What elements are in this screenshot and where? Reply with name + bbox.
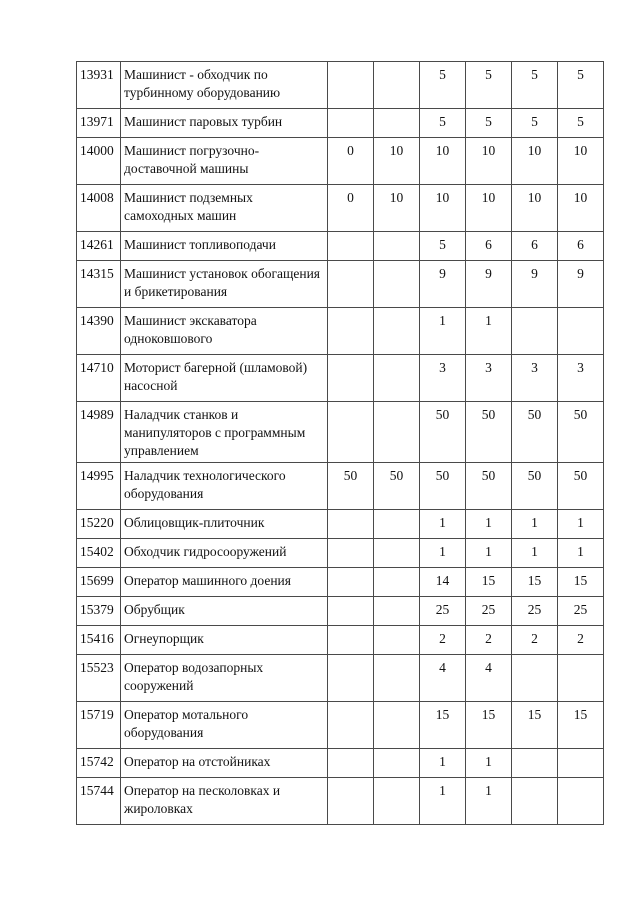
value-cell: 5 — [466, 109, 512, 138]
value-cell: 15 — [512, 702, 558, 749]
value-cell — [374, 510, 420, 539]
value-cell: 15 — [512, 568, 558, 597]
table-row — [77, 463, 604, 510]
profession-code-cell: 15744 — [77, 778, 121, 825]
value-cell: 2 — [466, 626, 512, 655]
profession-name-cell: Обрубщик — [121, 597, 328, 626]
table-row — [77, 402, 604, 463]
value-cell: 50 — [374, 463, 420, 510]
profession-code-cell: 14000 — [77, 138, 121, 185]
profession-name-cell: Машинист подземных самоходных машин — [121, 185, 328, 232]
value-cell: 5 — [420, 62, 466, 109]
value-cell — [328, 749, 374, 778]
profession-name-cell: Огнеупорщик — [121, 626, 328, 655]
value-cell: 0 — [328, 185, 374, 232]
value-cell: 9 — [558, 261, 604, 308]
value-cell: 1 — [466, 510, 512, 539]
value-cell: 5 — [558, 62, 604, 109]
value-cell: 6 — [512, 232, 558, 261]
profession-code-cell: 14710 — [77, 355, 121, 402]
value-cell: 50 — [558, 402, 604, 463]
profession-code-cell: 13971 — [77, 109, 121, 138]
value-cell — [328, 510, 374, 539]
value-cell — [374, 402, 420, 463]
value-cell: 25 — [466, 597, 512, 626]
value-cell: 4 — [466, 655, 512, 702]
value-cell: 15 — [466, 568, 512, 597]
value-cell: 14 — [420, 568, 466, 597]
value-cell: 1 — [558, 510, 604, 539]
value-cell: 1 — [420, 308, 466, 355]
profession-name-cell: Машинист топливоподачи — [121, 232, 328, 261]
value-cell: 10 — [466, 138, 512, 185]
value-cell — [328, 308, 374, 355]
profession-name-cell: Оператор водозапорных сооружений — [121, 655, 328, 702]
table-row — [77, 510, 604, 539]
value-cell: 10 — [512, 138, 558, 185]
profession-name-cell: Оператор на песколовках и жироловках — [121, 778, 328, 825]
value-cell: 15 — [558, 702, 604, 749]
profession-name-cell: Наладчик станков и манипуляторов с программным управлением — [121, 402, 328, 463]
value-cell — [374, 261, 420, 308]
value-cell — [328, 626, 374, 655]
profession-code-cell: 15416 — [77, 626, 121, 655]
value-cell — [512, 778, 558, 825]
value-cell — [328, 261, 374, 308]
value-cell: 50 — [328, 463, 374, 510]
value-cell: 0 — [328, 138, 374, 185]
value-cell: 6 — [558, 232, 604, 261]
value-cell: 10 — [420, 138, 466, 185]
value-cell: 10 — [374, 138, 420, 185]
value-cell: 50 — [466, 463, 512, 510]
table-row — [77, 539, 604, 568]
value-cell: 1 — [466, 778, 512, 825]
value-cell: 9 — [512, 261, 558, 308]
value-cell: 9 — [466, 261, 512, 308]
value-cell: 15 — [420, 702, 466, 749]
value-cell — [328, 568, 374, 597]
value-cell — [374, 232, 420, 261]
value-cell: 25 — [558, 597, 604, 626]
value-cell — [328, 655, 374, 702]
value-cell — [374, 778, 420, 825]
value-cell — [558, 308, 604, 355]
value-cell: 1 — [466, 539, 512, 568]
value-cell: 6 — [466, 232, 512, 261]
value-cell: 5 — [420, 109, 466, 138]
table-row — [77, 702, 604, 749]
value-cell — [374, 109, 420, 138]
value-cell: 2 — [512, 626, 558, 655]
profession-code-cell: 14008 — [77, 185, 121, 232]
value-cell: 2 — [420, 626, 466, 655]
value-cell — [328, 597, 374, 626]
value-cell — [328, 62, 374, 109]
profession-code-cell: 15742 — [77, 749, 121, 778]
profession-name-cell: Машинист погрузочно-доставочной машины — [121, 138, 328, 185]
value-cell: 1 — [558, 539, 604, 568]
profession-name-cell: Обходчик гидросооружений — [121, 539, 328, 568]
table-row — [77, 626, 604, 655]
table-row — [77, 109, 604, 138]
value-cell: 10 — [374, 185, 420, 232]
value-cell: 3 — [420, 355, 466, 402]
value-cell — [558, 655, 604, 702]
value-cell: 1 — [512, 510, 558, 539]
value-cell — [374, 597, 420, 626]
profession-table — [76, 61, 604, 825]
profession-name-cell: Машинист экскаватора одноковшового — [121, 308, 328, 355]
table-row — [77, 597, 604, 626]
value-cell: 1 — [466, 308, 512, 355]
profession-code-cell: 15719 — [77, 702, 121, 749]
value-cell: 1 — [420, 510, 466, 539]
value-cell: 15 — [466, 702, 512, 749]
table-row — [77, 568, 604, 597]
profession-code-cell: 15523 — [77, 655, 121, 702]
profession-code-cell: 14989 — [77, 402, 121, 463]
table-row — [77, 655, 604, 702]
value-cell: 1 — [420, 778, 466, 825]
value-cell — [512, 749, 558, 778]
value-cell: 1 — [420, 539, 466, 568]
value-cell: 10 — [466, 185, 512, 232]
value-cell: 10 — [558, 138, 604, 185]
value-cell: 1 — [512, 539, 558, 568]
value-cell: 5 — [420, 232, 466, 261]
table-row — [77, 778, 604, 825]
value-cell: 9 — [420, 261, 466, 308]
profession-code-cell: 14315 — [77, 261, 121, 308]
value-cell: 10 — [420, 185, 466, 232]
table-row — [77, 185, 604, 232]
table-row — [77, 355, 604, 402]
profession-code-cell: 15402 — [77, 539, 121, 568]
value-cell: 10 — [512, 185, 558, 232]
table-row — [77, 749, 604, 778]
value-cell: 50 — [466, 402, 512, 463]
value-cell — [374, 308, 420, 355]
value-cell — [374, 655, 420, 702]
value-cell: 25 — [512, 597, 558, 626]
value-cell: 5 — [512, 62, 558, 109]
value-cell — [328, 109, 374, 138]
value-cell: 2 — [558, 626, 604, 655]
value-cell — [558, 749, 604, 778]
table-row — [77, 232, 604, 261]
value-cell: 5 — [512, 109, 558, 138]
profession-code-cell: 13931 — [77, 62, 121, 109]
value-cell — [374, 355, 420, 402]
value-cell — [374, 702, 420, 749]
profession-name-cell: Машинист - обходчик по турбинному оборудованию — [121, 62, 328, 109]
profession-name-cell: Оператор мотального оборудования — [121, 702, 328, 749]
value-cell: 4 — [420, 655, 466, 702]
value-cell: 5 — [558, 109, 604, 138]
value-cell: 5 — [466, 62, 512, 109]
value-cell: 1 — [420, 749, 466, 778]
profession-name-cell: Машинист паровых турбин — [121, 109, 328, 138]
profession-name-cell: Оператор на отстойниках — [121, 749, 328, 778]
value-cell: 3 — [512, 355, 558, 402]
value-cell — [374, 568, 420, 597]
value-cell — [328, 402, 374, 463]
value-cell: 50 — [558, 463, 604, 510]
table-body — [77, 62, 604, 825]
profession-name-cell: Наладчик технологического оборудования — [121, 463, 328, 510]
profession-code-cell: 15220 — [77, 510, 121, 539]
profession-code-cell: 15379 — [77, 597, 121, 626]
value-cell: 50 — [512, 463, 558, 510]
profession-name-cell: Оператор машинного доения — [121, 568, 328, 597]
profession-name-cell: Моторист багерной (шламовой) насосной — [121, 355, 328, 402]
value-cell — [328, 232, 374, 261]
table-row — [77, 62, 604, 109]
value-cell — [328, 778, 374, 825]
value-cell: 50 — [420, 402, 466, 463]
value-cell — [374, 626, 420, 655]
profession-name-cell: Облицовщик-плиточник — [121, 510, 328, 539]
profession-code-cell: 14261 — [77, 232, 121, 261]
profession-name-cell: Машинист установок обогащения и брикетирования — [121, 261, 328, 308]
value-cell — [328, 539, 374, 568]
table-row — [77, 138, 604, 185]
value-cell — [374, 539, 420, 568]
table-row — [77, 261, 604, 308]
value-cell: 50 — [512, 402, 558, 463]
profession-code-cell: 15699 — [77, 568, 121, 597]
value-cell: 25 — [420, 597, 466, 626]
profession-code-cell: 14995 — [77, 463, 121, 510]
value-cell: 1 — [466, 749, 512, 778]
value-cell — [374, 62, 420, 109]
profession-code-cell: 14390 — [77, 308, 121, 355]
value-cell — [512, 308, 558, 355]
value-cell: 50 — [420, 463, 466, 510]
value-cell — [374, 749, 420, 778]
value-cell: 10 — [558, 185, 604, 232]
value-cell: 15 — [558, 568, 604, 597]
table-row — [77, 308, 604, 355]
value-cell — [328, 702, 374, 749]
value-cell — [512, 655, 558, 702]
value-cell — [558, 778, 604, 825]
value-cell: 3 — [558, 355, 604, 402]
value-cell: 3 — [466, 355, 512, 402]
value-cell — [328, 355, 374, 402]
